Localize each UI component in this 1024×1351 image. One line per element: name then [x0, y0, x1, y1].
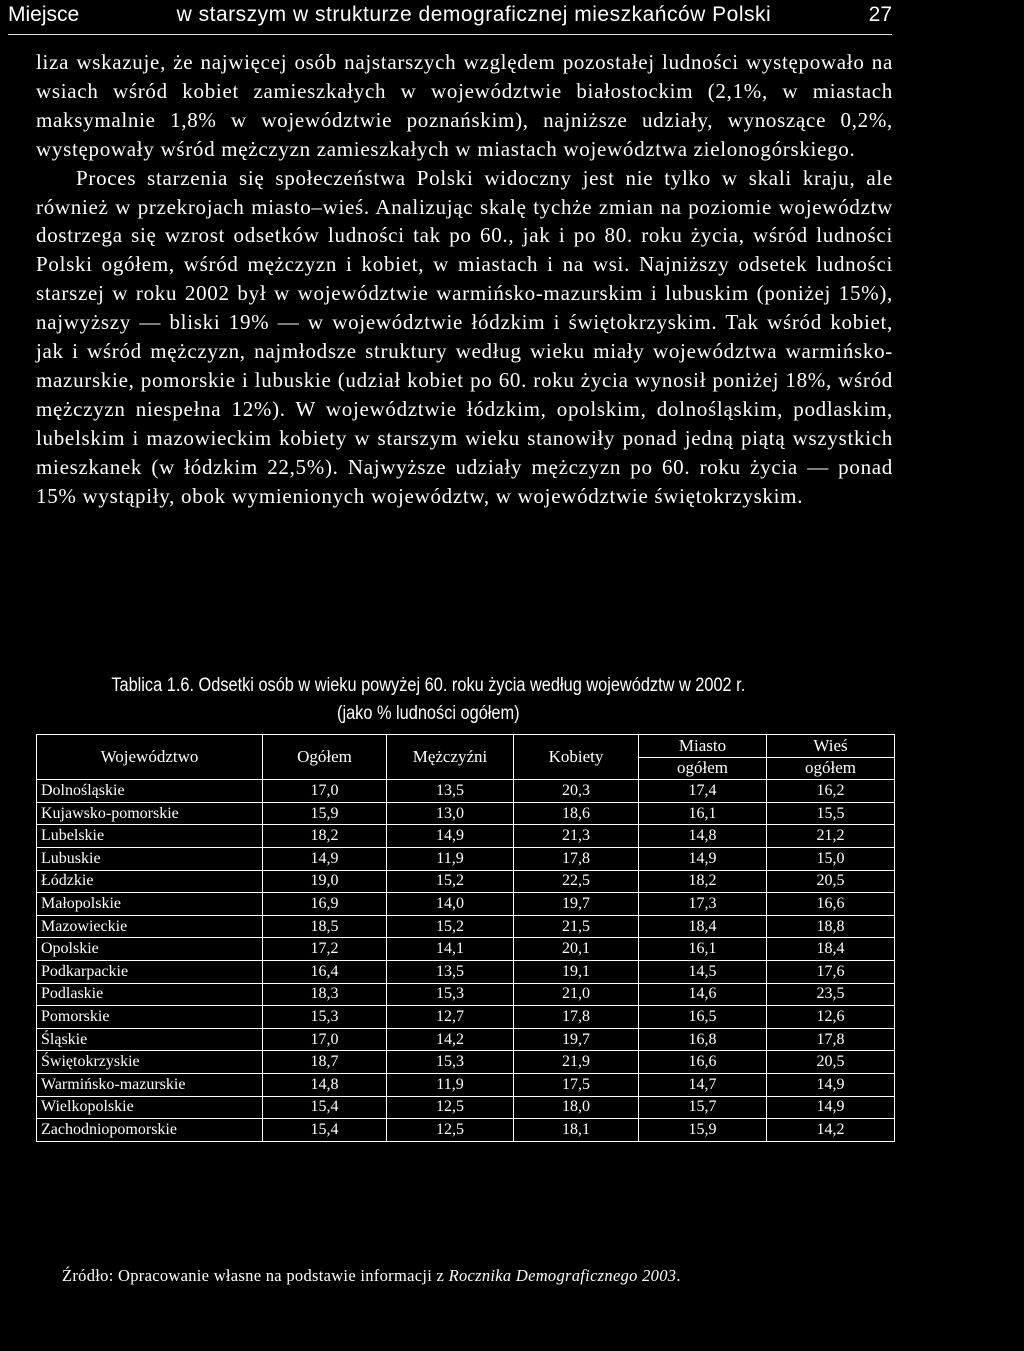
value-cell: 16,1: [639, 802, 767, 825]
value-cell: 14,6: [639, 983, 767, 1006]
value-cell: 15,4: [263, 1096, 387, 1119]
region-name-cell: Mazowieckie: [37, 915, 263, 938]
running-head-left: Miejsce: [8, 3, 80, 26]
value-cell: 14,9: [767, 1073, 895, 1096]
value-cell: 11,9: [387, 1073, 514, 1096]
value-cell: 18,8: [767, 915, 895, 938]
region-name-cell: Świętokrzyskie: [37, 1051, 263, 1074]
running-head-title: w starszym w strukturze demograficznej mieszkańców Polski: [176, 3, 772, 26]
value-cell: 14,0: [387, 893, 514, 916]
value-cell: 20,5: [767, 1051, 895, 1074]
value-cell: 18,2: [639, 870, 767, 893]
table-row: [37, 1028, 895, 1051]
region-name-cell: Małopolskie: [37, 893, 263, 916]
region-name-cell: Lubuskie: [37, 847, 263, 870]
value-cell: 18,1: [514, 1119, 639, 1142]
value-cell: 17,8: [514, 1006, 639, 1029]
value-cell: 15,9: [263, 802, 387, 825]
value-cell: 16,1: [639, 938, 767, 961]
value-cell: 21,3: [514, 825, 639, 848]
source-prefix: Źródło: Opracowanie własne na podstawie informacji z: [62, 1266, 449, 1285]
table-row: [37, 825, 895, 848]
table-row: [37, 893, 895, 916]
value-cell: 17,3: [639, 893, 767, 916]
value-cell: 13,0: [387, 802, 514, 825]
value-cell: 20,5: [767, 870, 895, 893]
paragraph-1: liza wskazuje, że najwięcej osób najstarszych względem pozostałej ludności występowało na wsiach wśród kobiet zamieszkałych w województwie białostockim (2,1%, w miastach maksymalnie 1,8% w województwie poznańskim), najniższe udziały, wynoszące 0,2%, występowały wśród mężczyzn zamieszkałych w miastach województwa zielonogórskiego.: [36, 50, 893, 161]
body-text: [36, 48, 893, 511]
value-cell: 15,4: [263, 1119, 387, 1142]
header-men: Mężczyźni: [387, 735, 514, 780]
header-region: Województwo: [37, 735, 263, 780]
value-cell: 15,3: [263, 1006, 387, 1029]
value-cell: 14,5: [639, 960, 767, 983]
region-name-cell: Śląskie: [37, 1028, 263, 1051]
value-cell: 14,7: [639, 1073, 767, 1096]
value-cell: 16,2: [767, 780, 895, 803]
value-cell: 16,9: [263, 893, 387, 916]
source-title: Rocznika Demograficznego 2003: [448, 1266, 677, 1285]
table-row: [37, 780, 895, 803]
running-head: [8, 0, 892, 35]
value-cell: 19,7: [514, 893, 639, 916]
value-cell: 12,7: [387, 1006, 514, 1029]
value-cell: 16,6: [639, 1051, 767, 1074]
value-cell: 21,0: [514, 983, 639, 1006]
value-cell: 15,7: [639, 1096, 767, 1119]
table-row: [37, 983, 895, 1006]
value-cell: 20,3: [514, 780, 639, 803]
region-name-cell: Podlaskie: [37, 983, 263, 1006]
value-cell: 11,9: [387, 847, 514, 870]
value-cell: 14,2: [387, 1028, 514, 1051]
region-name-cell: Kujawsko-pomorskie: [37, 802, 263, 825]
value-cell: 12,5: [387, 1096, 514, 1119]
table-caption-unit: (jako % ludności ogółem): [337, 703, 520, 724]
value-cell: 15,3: [387, 983, 514, 1006]
value-cell: 14,1: [387, 938, 514, 961]
region-name-cell: Dolnośląskie: [37, 780, 263, 803]
header-city: Miasto: [639, 735, 767, 758]
value-cell: 18,6: [514, 802, 639, 825]
value-cell: 17,4: [639, 780, 767, 803]
value-cell: 15,9: [639, 1119, 767, 1142]
value-cell: 19,0: [263, 870, 387, 893]
table-row: [37, 960, 895, 983]
header-city-total: ogółem: [639, 757, 767, 780]
value-cell: 22,5: [514, 870, 639, 893]
value-cell: 18,0: [514, 1096, 639, 1119]
value-cell: 18,4: [767, 938, 895, 961]
header-women: Kobiety: [514, 735, 639, 780]
value-cell: 18,7: [263, 1051, 387, 1074]
table-row: [37, 1119, 895, 1142]
value-cell: 15,2: [387, 870, 514, 893]
region-name-cell: Podkarpackie: [37, 960, 263, 983]
value-cell: 14,9: [263, 847, 387, 870]
value-cell: 14,9: [767, 1096, 895, 1119]
value-cell: 15,2: [387, 915, 514, 938]
table-row: [37, 1096, 895, 1119]
table-row: [37, 1006, 895, 1029]
table-row: [37, 938, 895, 961]
value-cell: 13,5: [387, 960, 514, 983]
value-cell: 14,8: [639, 825, 767, 848]
value-cell: 18,4: [639, 915, 767, 938]
value-cell: 18,5: [263, 915, 387, 938]
value-cell: 14,9: [639, 847, 767, 870]
value-cell: 20,1: [514, 938, 639, 961]
value-cell: 15,0: [767, 847, 895, 870]
value-cell: 13,5: [387, 780, 514, 803]
value-cell: 12,6: [767, 1006, 895, 1029]
value-cell: 16,5: [639, 1006, 767, 1029]
value-cell: 19,7: [514, 1028, 639, 1051]
table-row: [37, 847, 895, 870]
region-name-cell: Warmińsko-mazurskie: [37, 1073, 263, 1096]
value-cell: 23,5: [767, 983, 895, 1006]
paragraph-2: Proces starzenia się społeczeństwa Polski widoczny jest nie tylko w skali kraju, ale również w przekrojach miasto–wieś. Analizując skalę tychże zmian na poziomie województw dostrzega się wzrost odsetków ludności tak po 60., jak i po 80. roku życia, wśród ludności Polski ogółem, wśród mężczyzn i kobiet, w miastach i na wsi. Najniższy odsetek ludności starszej w roku 2002 był w województwie warmińsko-mazurskim i lubuskim (poniżej 15%), najwyższy — bliski 19% — w województwie łódzkim i świętokrzyskim. Tak wśród kobiet, jak i wśród mężczyzn, najmłodsze struktury według wieku miały województwa warmińsko-mazurskie, pomorskie i lubuskie (udział kobiet po 60. roku życia wynosił poniżej 18%, wśród mężczyzn niespełna 12%). W województwie łódzkim, opolskim, dolnośląskim, podlaskim, lubelskim i mazowieckim kobiety w starszym wieku stanowiły ponad jedną piątą wszystkich mieszkanek (w łódzkim 22,5%). Najwyższe udziały mężczyzn po 60. roku życia — ponad 15% wystąpiły, obok wymienionych województw, w województwie świętokrzyskim.: [36, 165, 893, 508]
source-suffix: .: [676, 1266, 681, 1285]
value-cell: 17,0: [263, 1028, 387, 1051]
table-row: [37, 802, 895, 825]
region-name-cell: Zachodniopomorskie: [37, 1119, 263, 1142]
table-row: [37, 1073, 895, 1096]
source-note: [62, 1264, 892, 1288]
header-village-total: ogółem: [767, 757, 895, 780]
region-name-cell: Opolskie: [37, 938, 263, 961]
value-cell: 18,3: [263, 983, 387, 1006]
table-caption: [80, 672, 777, 728]
header-total: Ogółem: [263, 735, 387, 780]
value-cell: 12,5: [387, 1119, 514, 1142]
table-row: [37, 915, 895, 938]
table-caption-title: Tablica 1.6. Odsetki osób w wieku powyżej 60. roku życia według województw w 2002 r.: [111, 675, 746, 696]
value-cell: 16,6: [767, 893, 895, 916]
value-cell: 21,9: [514, 1051, 639, 1074]
value-cell: 16,8: [639, 1028, 767, 1051]
region-name-cell: Wielkopolskie: [37, 1096, 263, 1119]
value-cell: 17,2: [263, 938, 387, 961]
value-cell: 14,2: [767, 1119, 895, 1142]
regions-table: [36, 734, 895, 1142]
value-cell: 18,2: [263, 825, 387, 848]
table-row: [37, 870, 895, 893]
value-cell: 17,8: [514, 847, 639, 870]
value-cell: 15,3: [387, 1051, 514, 1074]
region-name-cell: Lubelskie: [37, 825, 263, 848]
table-row: [37, 1051, 895, 1074]
value-cell: 17,5: [514, 1073, 639, 1096]
value-cell: 17,6: [767, 960, 895, 983]
value-cell: 21,5: [514, 915, 639, 938]
value-cell: 21,2: [767, 825, 895, 848]
value-cell: 17,8: [767, 1028, 895, 1051]
value-cell: 17,0: [263, 780, 387, 803]
value-cell: 16,4: [263, 960, 387, 983]
page-number: 27: [868, 3, 892, 26]
region-name-cell: Łódzkie: [37, 870, 263, 893]
value-cell: 15,5: [767, 802, 895, 825]
value-cell: 14,9: [387, 825, 514, 848]
value-cell: 19,1: [514, 960, 639, 983]
value-cell: 14,8: [263, 1073, 387, 1096]
header-village: Wieś: [767, 735, 895, 758]
region-name-cell: Pomorskie: [37, 1006, 263, 1029]
